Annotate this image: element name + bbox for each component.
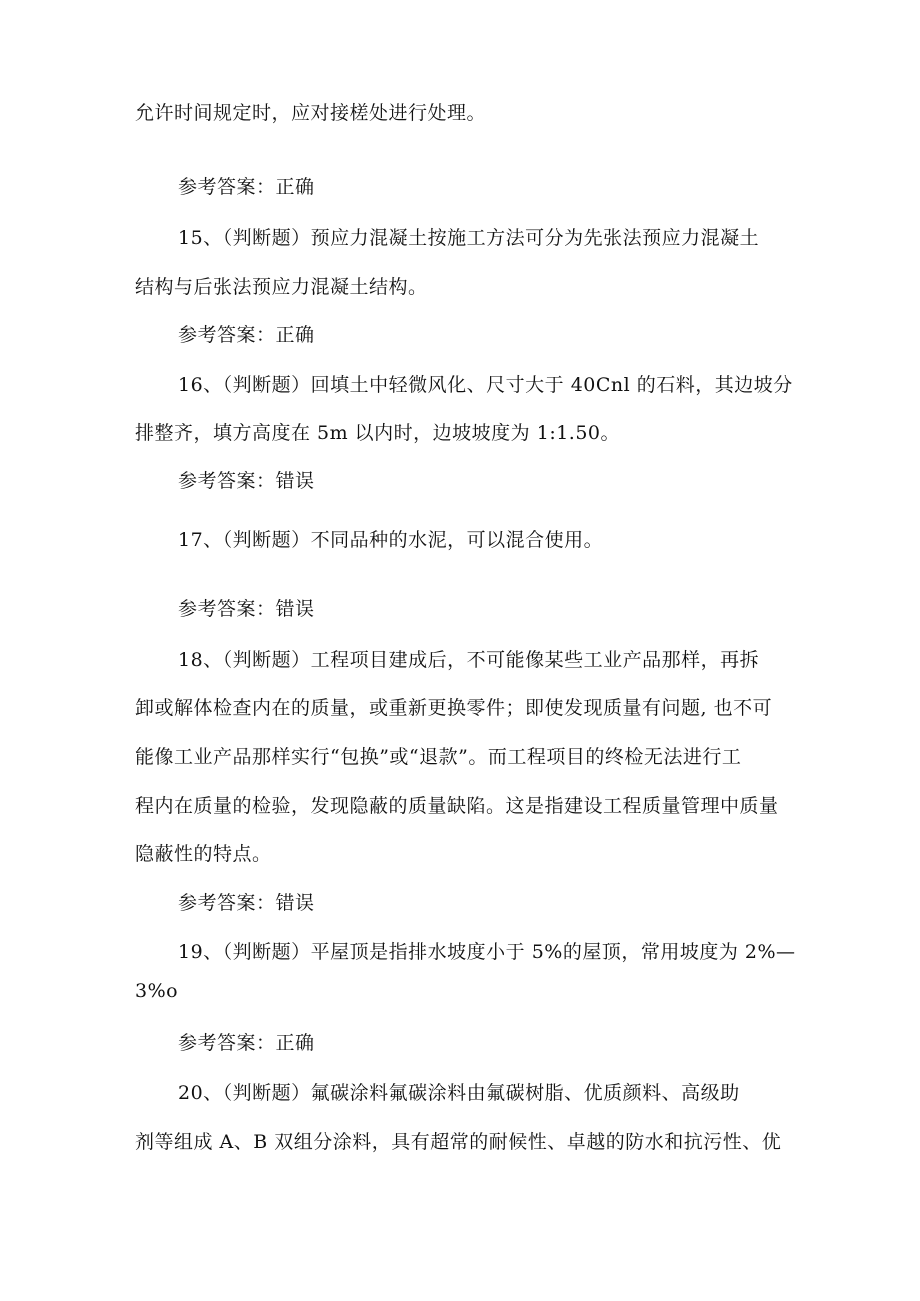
intro-line: 允许时间规定时，应对接槎处进行处理。 [135, 102, 487, 124]
answer-14: 参考答案：正确 [178, 176, 315, 198]
answer-18: 参考答案：错误 [178, 892, 315, 914]
question-18-line-2: 卸或解体检查内在的质量，或重新更换零件；即使发现质量有问题, 也不可 [135, 697, 773, 719]
question-20-line-2: 剂等组成 A、B 双组分涂料，具有超常的耐候性、卓越的防水和抗污性、优 [135, 1131, 782, 1153]
question-15-line-1: 15、（判断题）预应力混凝土按施工方法可分为先张法预应力混凝土 [178, 227, 760, 249]
question-18-line-1: 18、（判断题）工程项目建成后，不可能像某些工业产品那样，再拆 [178, 649, 760, 671]
answer-17: 参考答案：错误 [178, 598, 315, 620]
question-19-line-1: 19、（判断题）平屋顶是指排水坡度小于 5%的屋顶，常用坡度为 2%— [178, 941, 796, 963]
question-16-line-2: 排整齐，填方高度在 5m 以内时，边坡坡度为 1:1.50。 [135, 422, 621, 444]
question-18-line-5: 隐蔽性的特点。 [135, 843, 272, 865]
answer-19: 参考答案：正确 [178, 1032, 315, 1054]
question-17-line-1: 17、（判断题）不同品种的水泥，可以混合使用。 [178, 529, 604, 551]
question-18-line-4: 程内在质量的检验，发现隐蔽的质量缺陷。这是指建设工程质量管理中质量 [135, 795, 779, 817]
answer-15: 参考答案：正确 [178, 324, 315, 346]
question-18-line-3: 能像工业产品那样实行“包换”或“退款”。而工程项目的终检无法进行工 [135, 746, 742, 768]
question-20-line-1: 20、（判断题）氟碳涂料氟碳涂料由氟碳树脂、优质颜料、高级助 [178, 1082, 740, 1104]
answer-16: 参考答案：错误 [178, 470, 315, 492]
question-16-line-1: 16、（判断题）回填土中轻微风化、尺寸大于 40Cnl 的石料，其边坡分 [178, 374, 793, 396]
question-15-line-2: 结构与后张法预应力混凝土结构。 [135, 276, 428, 298]
question-19-line-2: 3%o [135, 980, 179, 1002]
